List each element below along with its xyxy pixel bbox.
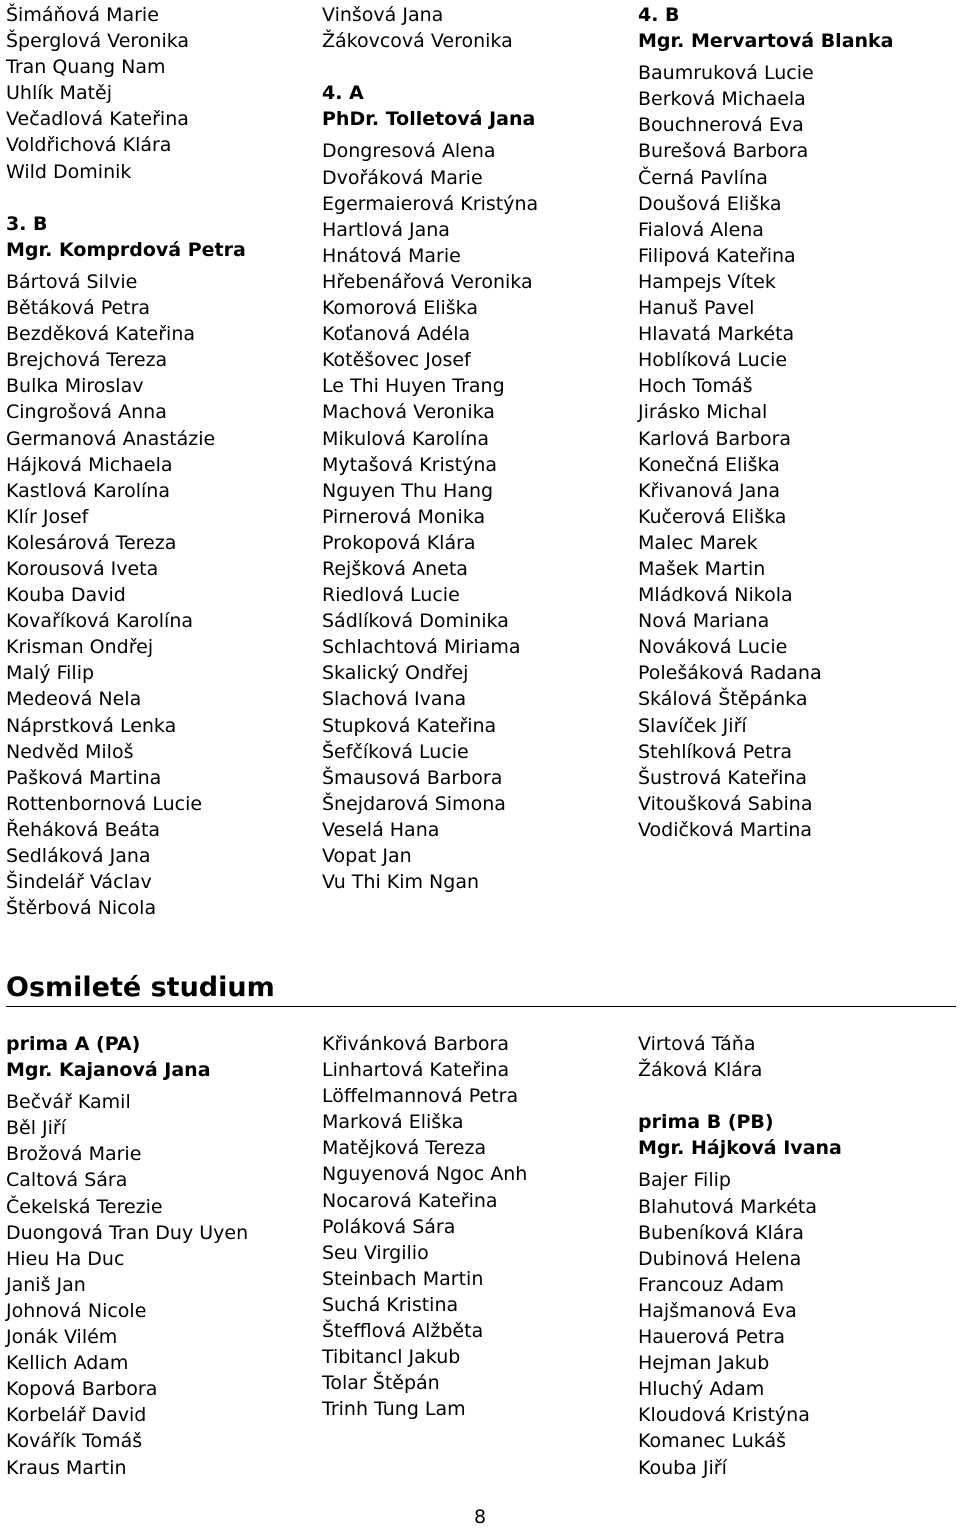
list-item: Brejchová Tereza	[6, 349, 168, 372]
list-item: Tran Quang Nam	[6, 56, 166, 79]
bottom-column-2	[322, 1031, 632, 1422]
list-item: Blahutová Markéta	[638, 1195, 817, 1218]
list-item: Hnátová Marie	[322, 244, 461, 267]
class-heading: 4. A	[322, 82, 364, 105]
list-item: Poláková Sára	[322, 1215, 456, 1238]
list-item: Hampejs Vítek	[638, 270, 776, 293]
list-item: Linhartová Kateřina	[322, 1059, 510, 1082]
list-item: Fialová Alena	[638, 218, 764, 241]
list-item: Běl Jiří	[6, 1117, 67, 1140]
list-item: Kellich Adam	[6, 1352, 129, 1375]
list-item: Komanec Lukáš	[638, 1430, 787, 1453]
list-item: Nováková Lucie	[638, 636, 788, 659]
class-heading: 4. B	[638, 4, 680, 26]
list-item: Suchá Kristina	[322, 1293, 459, 1316]
list-item: Kovaříková Karolína	[6, 610, 194, 633]
list-item: Johnová Nicole	[6, 1299, 147, 1322]
list-item: Šustrová Kateřina	[638, 766, 808, 789]
list-item: Filipová Kateřina	[638, 244, 796, 267]
list-item: Francouz Adam	[638, 1273, 785, 1296]
list-item: Karlová Barbora	[638, 427, 792, 450]
list-item: Tolar Štěpán	[322, 1372, 440, 1395]
list-item: Štěrbová Nicola	[6, 897, 157, 920]
list-item: Kloudová Kristýna	[638, 1404, 810, 1427]
list-item: Kučerová Eliška	[638, 505, 787, 528]
list-item: Žákovcová Veronika	[322, 30, 513, 53]
list-item: Skalický Ondřej	[322, 662, 469, 685]
list-item: Prokopová Klára	[322, 531, 476, 554]
list-item: Janiš Jan	[6, 1273, 86, 1296]
list-item: Nedvěd Miloš	[6, 740, 134, 763]
list-item: Kastlová Karolína	[6, 479, 170, 502]
list-item: Nguyen Thu Hang	[322, 479, 494, 502]
list-item: Krisman Ondřej	[6, 636, 154, 659]
list-item: Mikulová Karolína	[322, 427, 489, 450]
list-item: Sádlíková Dominika	[322, 610, 509, 633]
list-item: Caltová Sára	[6, 1169, 128, 1192]
list-item: Náprstková Lenka	[6, 714, 177, 737]
list-item: Vinšová Jana	[322, 4, 444, 26]
list-item: Pašková Martina	[6, 766, 162, 789]
list-item: Večadlová Kateřina	[6, 108, 189, 131]
list-item: Šperglová Veronika	[6, 30, 190, 53]
list-item: Štefflová Alžběta	[322, 1320, 484, 1343]
list-item: Jonák Vilém	[6, 1326, 118, 1349]
list-item: Hoch Tomáš	[638, 375, 753, 398]
list-item: Cingrošová Anna	[6, 401, 167, 424]
list-item: Šnejdarová Simona	[322, 792, 506, 815]
list-item: Le Thi Huyen Trang	[322, 375, 505, 398]
list-item: Mašek Martin	[638, 557, 766, 580]
list-item: Slachová Ivana	[322, 688, 467, 711]
list-item: Hauerová Petra	[638, 1326, 785, 1349]
list-item: Kraus Martin	[6, 1456, 127, 1479]
list-item: Řeháková Beáta	[6, 818, 161, 841]
list-item: Bětáková Petra	[6, 297, 151, 320]
list-item: Vopat Jan	[322, 845, 412, 867]
class-heading: prima B (PB)	[638, 1111, 774, 1134]
list-item: Bezděková Kateřina	[6, 323, 196, 346]
list-item: Hejman Jakub	[638, 1352, 770, 1375]
list-item: Stupková Kateřina	[322, 714, 497, 737]
list-item: Hartlová Jana	[322, 218, 450, 241]
list-item: Hajšmanová Eva	[638, 1299, 797, 1322]
list-item: Šindelář Václav	[6, 871, 152, 894]
list-item: Kouba David	[6, 584, 126, 607]
spacer	[322, 54, 632, 80]
list-item: Machová Veronika	[322, 401, 495, 424]
list-item: Rottenbornová Lucie	[6, 792, 203, 815]
list-item: Bajer Filip	[638, 1169, 731, 1192]
list-item: Wild Dominik	[6, 160, 132, 183]
list-item: Matějková Tereza	[322, 1137, 487, 1160]
list-item: Malý Filip	[6, 662, 95, 685]
list-item: Steinbach Martin	[322, 1267, 484, 1290]
bottom-column-3	[638, 1031, 948, 1481]
top-column-2	[322, 2, 632, 895]
list-item: Trinh Tung Lam	[322, 1398, 466, 1421]
list-item: Skálová Štěpánka	[638, 688, 808, 711]
spacer	[6, 185, 316, 211]
spacer	[638, 1083, 948, 1109]
list-item: Medeová Nela	[6, 688, 142, 711]
class-heading: Mgr. Hájková Ivana	[638, 1137, 842, 1160]
list-item: Berková Michaela	[638, 88, 806, 111]
list-item: Duongová Tran Duy Uyen	[6, 1221, 249, 1244]
list-item: Tibitancl Jakub	[322, 1346, 461, 1369]
list-item: Čekelská Terezie	[6, 1195, 163, 1218]
list-item: Malec Marek	[638, 531, 758, 554]
list-item: Vodičková Martina	[638, 818, 813, 841]
bottom-column-1	[6, 1031, 316, 1481]
list-item: Vu Thi Kim Ngan	[322, 871, 480, 894]
list-item: Koťanová Adéla	[322, 323, 471, 346]
list-item: Korbelář David	[6, 1404, 147, 1427]
list-item: Nguyenová Ngoc Anh	[322, 1163, 528, 1186]
list-item: Virtová Táňa	[638, 1033, 756, 1055]
list-item: Hoblíková Lucie	[638, 349, 788, 372]
list-item: Šmausová Barbora	[322, 766, 503, 789]
class-heading: PhDr. Tolletová Jana	[322, 108, 536, 131]
list-item: Hájková Michaela	[6, 453, 173, 476]
list-item: Šimáňová Marie	[6, 4, 159, 26]
list-item: Polešáková Radana	[638, 662, 822, 685]
class-heading: Mgr. Mervartová Blanka	[638, 30, 894, 53]
list-item: Doušová Eliška	[638, 192, 782, 215]
list-item: Stehlíková Petra	[638, 740, 793, 763]
list-item: Šefčíková Lucie	[322, 740, 469, 763]
top-column-3	[638, 2, 948, 843]
list-item: Křivanová Jana	[638, 479, 780, 502]
class-heading: 3. B	[6, 212, 48, 235]
list-item: Bulka Miroslav	[6, 375, 144, 398]
list-item: Burešová Barbora	[638, 140, 809, 163]
top-column-1	[6, 2, 316, 921]
list-item: Černá Pavlína	[638, 166, 768, 189]
list-item: Vitoušková Sabina	[638, 792, 813, 815]
list-item: Hlavatá Markéta	[638, 323, 795, 346]
list-item: Kolesárová Tereza	[6, 531, 177, 554]
list-item: Korousová Iveta	[6, 557, 159, 580]
list-item: Rejšková Aneta	[322, 557, 468, 580]
list-item: Hřebenářová Veronika	[322, 270, 533, 293]
list-item: Mládková Nikola	[638, 584, 793, 607]
list-item: Löffelmannová Petra	[322, 1085, 519, 1108]
list-item: Veselá Hana	[322, 818, 440, 841]
section-heading: Osmileté studium	[6, 972, 275, 1003]
list-item: Egermaierová Kristýna	[322, 192, 539, 215]
class-heading: Mgr. Kajanová Jana	[6, 1059, 211, 1082]
list-item: Bečvář Kamil	[6, 1091, 131, 1114]
list-item: Dvořáková Marie	[322, 166, 483, 189]
list-item: Pirnerová Monika	[322, 505, 486, 528]
list-item: Kouba Jiří	[638, 1456, 727, 1479]
list-item: Bubeníková Klára	[638, 1221, 804, 1244]
page-number: 8	[473, 1506, 487, 1528]
list-item: Klír Josef	[6, 505, 89, 528]
list-item: Baumruková Lucie	[638, 62, 814, 85]
list-item: Hanuš Pavel	[638, 297, 755, 320]
list-item: Konečná Eliška	[638, 453, 780, 476]
list-item: Žáková Klára	[638, 1059, 763, 1082]
list-item: Kopová Barbora	[6, 1378, 158, 1401]
list-item: Dubinová Helena	[638, 1247, 802, 1270]
list-item: Kovářík Tomáš	[6, 1430, 143, 1453]
section-divider	[6, 1006, 956, 1007]
class-heading: prima A (PA)	[6, 1033, 141, 1055]
list-item: Nová Mariana	[638, 610, 770, 633]
list-item: Riedlová Lucie	[322, 584, 460, 607]
list-item: Bouchnerová Eva	[638, 114, 804, 137]
list-item: Kotěšovec Josef	[322, 349, 471, 372]
list-item: Uhlík Matěj	[6, 82, 113, 105]
list-item: Marková Eliška	[322, 1111, 464, 1134]
list-item: Křivánková Barbora	[322, 1033, 509, 1055]
list-item: Bártová Silvie	[6, 270, 138, 293]
list-item: Sedláková Jana	[6, 845, 151, 867]
list-item: Hieu Ha Duc	[6, 1247, 125, 1270]
list-item: Mytašová Kristýna	[322, 453, 498, 476]
list-item: Schlachtová Miriama	[322, 636, 521, 659]
list-item: Jirásko Michal	[638, 401, 768, 424]
list-item: Nocarová Kateřina	[322, 1189, 498, 1212]
list-item: Brožová Marie	[6, 1143, 142, 1166]
list-item: Slavíček Jiří	[638, 714, 747, 737]
list-item: Germanová Anastázie	[6, 427, 216, 450]
list-item: Komorová Eliška	[322, 297, 478, 320]
list-item: Seu Virgilio	[322, 1241, 429, 1264]
list-item: Voldřichová Klára	[6, 134, 172, 157]
list-item: Hluchý Adam	[638, 1378, 765, 1401]
list-item: Dongresová Alena	[322, 140, 496, 163]
class-heading: Mgr. Komprdová Petra	[6, 238, 246, 261]
